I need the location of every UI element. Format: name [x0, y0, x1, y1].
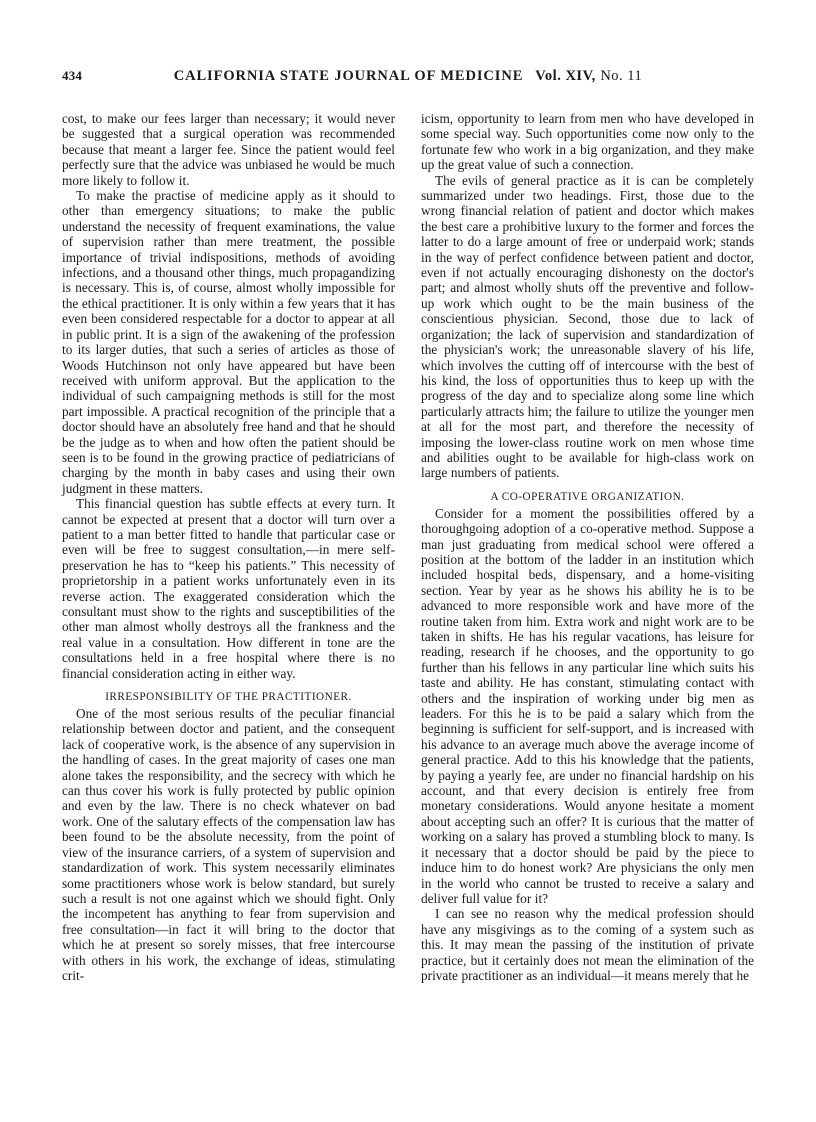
- header-title-block: [128, 68, 688, 85]
- body-paragraph: icism, opportunity to learn from men who have developed in some special way. Such opportunities come now only to the fortunate few who work in a big organization, and they make up the great value of such a connection.: [421, 111, 754, 173]
- body-paragraph: The evils of general practice as it is can be completely summarized under two headings. First, those due to the wrong financial relation of patient and doctor which makes the best care a prohibitive luxury to the former and forces the latter to do a large amount of free or underpaid work; stands in the way of perfect confidence between patient and doctor, even if not actually encouraging dishonesty on the doctor's part; and almost wholly shuts off the preventive and follow-up work which ought to be the main business of the conscientious physician. Second, those due to lack of organization; the lack of supervision and standardization of the physician's work; the unreasonable slavery of his life, which involves the cutting off of intercourse with the best of his kind, the loss of opportunities thus to keep up with the progress of the day and to specialize along some line which particularly attracts him; the failure to utilize the younger men at all for the most part, and therefore the necessity of imposing the lower-class routine work on men whose time and abilities ought to be available for high-class work on large numbers of patients.: [421, 172, 754, 481]
- page-number: 434: [62, 68, 83, 83]
- issue-number: No. 11: [600, 68, 643, 84]
- journal-title: CALIFORNIA STATE JOURNAL OF MEDICINE: [173, 68, 524, 84]
- column-right: [421, 111, 754, 983]
- body-paragraph: I can see no reason why the medical profession should have any misgivings as to the coming of a system such as this. It may mean the passing of the institution of private practice, but it certainly does not mean the elimination of the private practitioner as an individual—it means merely that he: [421, 906, 754, 983]
- body-paragraph: One of the most serious results of the peculiar financial relationship between doctor and patient, and the consequent lack of cooperative work, is the absence of any supervision in the handling of cases. In the great majority of cases one man alone takes the responsibility, and the secrecy with which he can thus cover his work is fully protected by public opinion and even by the law. There is no check whatever on bad work. One of the salutary effects of the compensation law has been found to be the absolute necessity, from the point of view of the insurance carriers, of a system of supervision and standardization of work. This system necessarily eliminates some practitioners whose work is below standard, but surely such a result is not one against which we should fight. Only the incompetent has anything to fear from supervision and free consultation—in fact it will bring to the doctor that which he at present so sorely misses, that free intercourse with others in his work, the exchange of ideas, stimulating crit-: [62, 706, 395, 983]
- body-paragraph: Consider for a moment the possibilities offered by a thoroughgoing adoption of a co-operative method. Suppose a man just graduating from medical school were offered a position at the bottom of the ladder in an institution which included hospital beds, dispensary, and a home-visiting section. Year by year as he shows his ability he is to be advanced to more responsible work and have more of the routine taken from him. Extra work and night work are to be taken in shifts. He has his regular vacations, has leisure for reading, research if he chooses, and the opportunity to go further than his fellows in any particular line which suits his taste and ability. He has constant, stimulating contact with others and the inspiration of working under big men as leaders. For this he is to be paid a salary which from the beginning is sufficient for self-support, and is increased with his advance to an average much above the average income of general practice. Add to this his knowledge that the patients, by paying a yearly fee, are under no financial hardship on his account, and that every decision is entirely free from monetary considerations. Would anyone hesitate a moment about accepting such an offer? It is curious that the matter of working on a salary has proved a stumbling block to many. Is it necessary that a doctor should be paid by the piece to induce him to do honest work? Are physicians the only men in the world who cannot be trusted to receive a salary and deliver full value for it?: [421, 505, 754, 906]
- section-subheading: A CO-OPERATIVE ORGANIZATION.: [490, 490, 685, 503]
- running-head: [62, 68, 754, 85]
- body-paragraph: To make the practise of medicine apply as it should to other than emergency situations; to make the public understand the necessity of frequent examinations, the value of supervision rather than mere treatment, the possible importance of trivial indispositions, methods of avoiding infections, and a thousand other things, much propagandizing is necessary. This is, of course, almost wholly impossible for the ethical practitioner. It is only within a few years that it has even been considered respectable for a doctor to appear at all in public print. It is a sign of the awakening of the profession to its larger duties, that such a series of articles as those of Woods Hutchinson not only have appeared but have been received with uniform approval. But the application to the individual of such campaigning methods is still for the most part impossible. A practical recognition of the principle that a doctor should have an absolutely free hand and that he should be the judge as to when and how often the patient should be seen is to be found in the growing practice of pediatricians of charging by the month in baby cases and using their own judgment in these matters.: [62, 188, 395, 496]
- body-paragraph: This financial question has subtle effects at every turn. It cannot be expected at present that a doctor will turn over a patient to a man better fitted to handle that particular case or even will be free to suggest consultation,—in mere self-preservation he has to “keep his patients.” This necessity of proprietorship in a patient works unfortunately even in its reverse action. The exaggerated consideration which the consultant must show to the rights and susceptibilities of the other man almost wholly destroys all the frankness and the real value in a consultation. How different in tone are the consultations held in a free hospital where there is no financial consideration acting in either way.: [62, 496, 395, 681]
- text-columns: [62, 111, 754, 983]
- section-subheading: IRRESPONSIBILITY OF THE PRACTITIONER.: [105, 691, 352, 704]
- body-paragraph: cost, to make our fees larger than necessary; it would never be suggested that a surgical operation was recommended because that meant a larger fee. Since the patient would feel perfectly sure that the advice was unbiased he would be much more likely to follow it.: [62, 111, 395, 188]
- column-left: [62, 111, 395, 983]
- volume-label: Vol. XIV,: [535, 68, 596, 84]
